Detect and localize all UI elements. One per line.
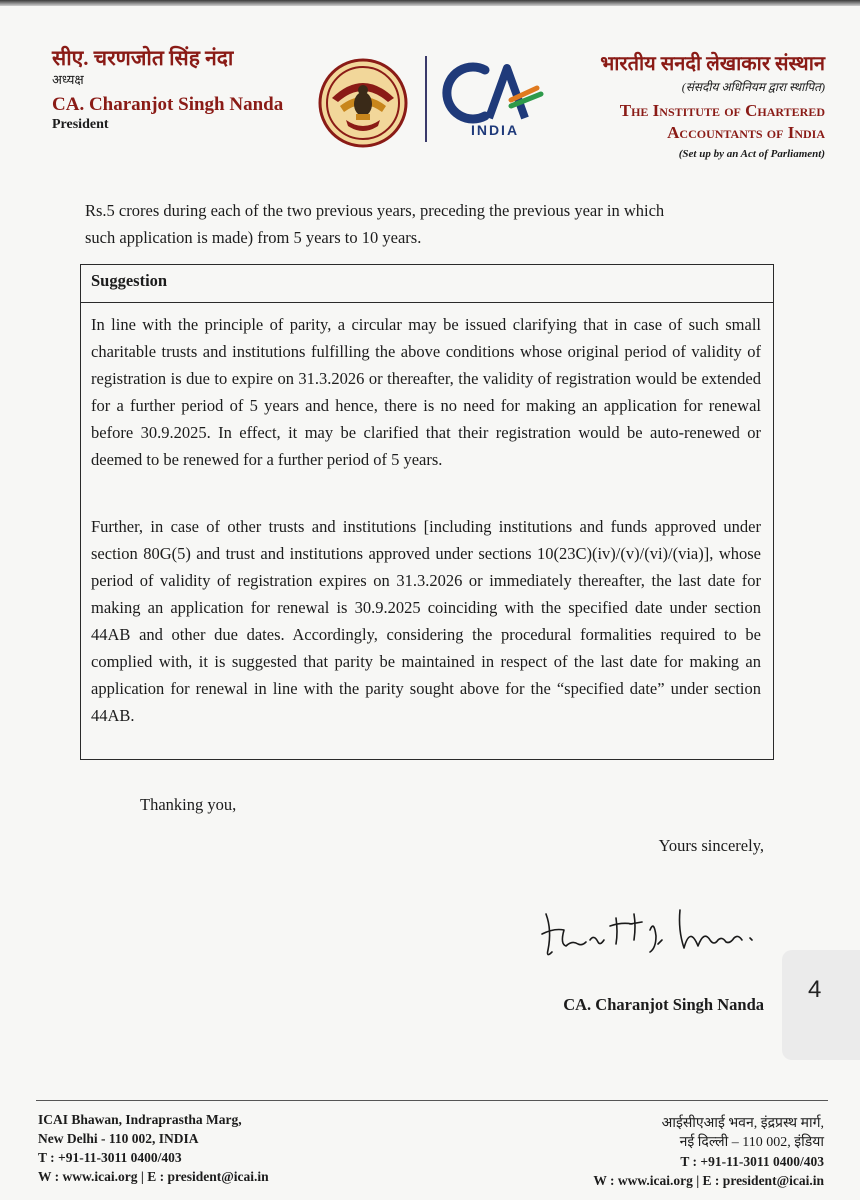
suggestion-paragraph-1: In line with the principle of parity, a circular may be issued clarifying that in case of such small charitable trusts and institutions fulfilling the above conditions whose original period of validity of registration is due to expire on 31.3.2026 or thereafter, the validity of registration would be extended for a further period of 5 years and hence, there is no need for making an application for renewal before 30.9.2025. In effect, it may be clarified that their registration would be auto-renewed or deemed to be renewed for a further period of 5 years. <box>91 315 761 469</box>
president-title: President <box>52 117 109 132</box>
institute-name-line1: The Institute of Chartered <box>619 101 825 120</box>
intro-line-1: Rs.5 crores during each of the two previous years, preceding the previous year in which <box>85 201 665 220</box>
footer-web-email: W : www.icai.org | E : president@icai.in <box>38 1169 269 1184</box>
president-title-hindi: अध्यक्ष <box>52 72 84 87</box>
signatory-name: CA. Charanjot Singh Nanda <box>563 995 764 1014</box>
president-block <box>52 46 312 134</box>
president-name: CA. Charanjot Singh Nanda <box>52 94 284 115</box>
institute-block <box>525 52 825 161</box>
suggestion-heading: Suggestion <box>91 271 168 290</box>
ca-logo-india-text: INDIA <box>470 122 520 138</box>
suggestion-divider <box>81 302 773 303</box>
act-note-english: (Set up by an Act of Parliament) <box>678 148 825 160</box>
page-number-tab <box>782 950 860 1060</box>
icai-emblem-icon <box>318 58 408 148</box>
footer-divider <box>36 1100 828 1101</box>
act-note-hindi: (संसदीय अधिनियम द्वारा स्थापित) <box>681 80 825 94</box>
footer-phone: T : +91-11-3011 0400/403 <box>38 1150 182 1165</box>
institute-name-hindi: भारतीय सनदी लेखाकार संस्थान <box>600 53 825 75</box>
president-name-hindi: सीए. चरणजोत सिंह नंदा <box>52 46 234 70</box>
intro-text <box>85 197 775 251</box>
footer-address-line2: New Delhi - 110 002, INDIA <box>38 1131 199 1146</box>
footer-hindi-line1: आईसीएआई भवन, इंद्रप्रस्थ मार्ग, <box>661 1116 824 1131</box>
footer-address-line1: ICAI Bhawan, Indraprastha Marg, <box>38 1112 242 1127</box>
footer-phone-right: T : +91-11-3011 0400/403 <box>680 1154 824 1169</box>
handwritten-signature <box>538 900 768 962</box>
sign-off-text: Yours sincerely, <box>658 836 764 855</box>
footer-address-english <box>38 1110 269 1186</box>
institute-name-line2: Accountants of India <box>667 123 825 142</box>
intro-line-2: such application is made) from 5 years to 10 years. <box>85 228 422 247</box>
suggestion-paragraph-2: Further, in case of other trusts and institutions [including institutions and funds approved under section 80G(5) and trust and institutions approved under sections 10(23C)(iv)/(v)/(vi)/(via)], whose period of validity of registration expires on 31.3.2026 or immediately thereafter, the last date for making an application for renewal is 30.9.2025 coinciding with the specified date under section 44AB and other due dates. Accordingly, considering the procedural formalities required to be complied with, it is suggested that parity be maintained in respect of the last date for making an application for renewal in line with the parity sought above for the “specified date” under section 44AB. <box>91 517 761 725</box>
page-number: 4 <box>808 976 822 1003</box>
footer-web-email-right: W : www.icai.org | E : president@icai.in <box>593 1173 824 1188</box>
suggestion-box <box>80 264 774 760</box>
footer-address-hindi <box>593 1114 824 1190</box>
footer-hindi-line2: नई दिल्ली – 110 002, इंडिया <box>679 1135 824 1150</box>
scan-top-edge <box>0 0 860 6</box>
header-separator <box>425 56 427 142</box>
closing-text: Thanking you, <box>140 795 237 814</box>
